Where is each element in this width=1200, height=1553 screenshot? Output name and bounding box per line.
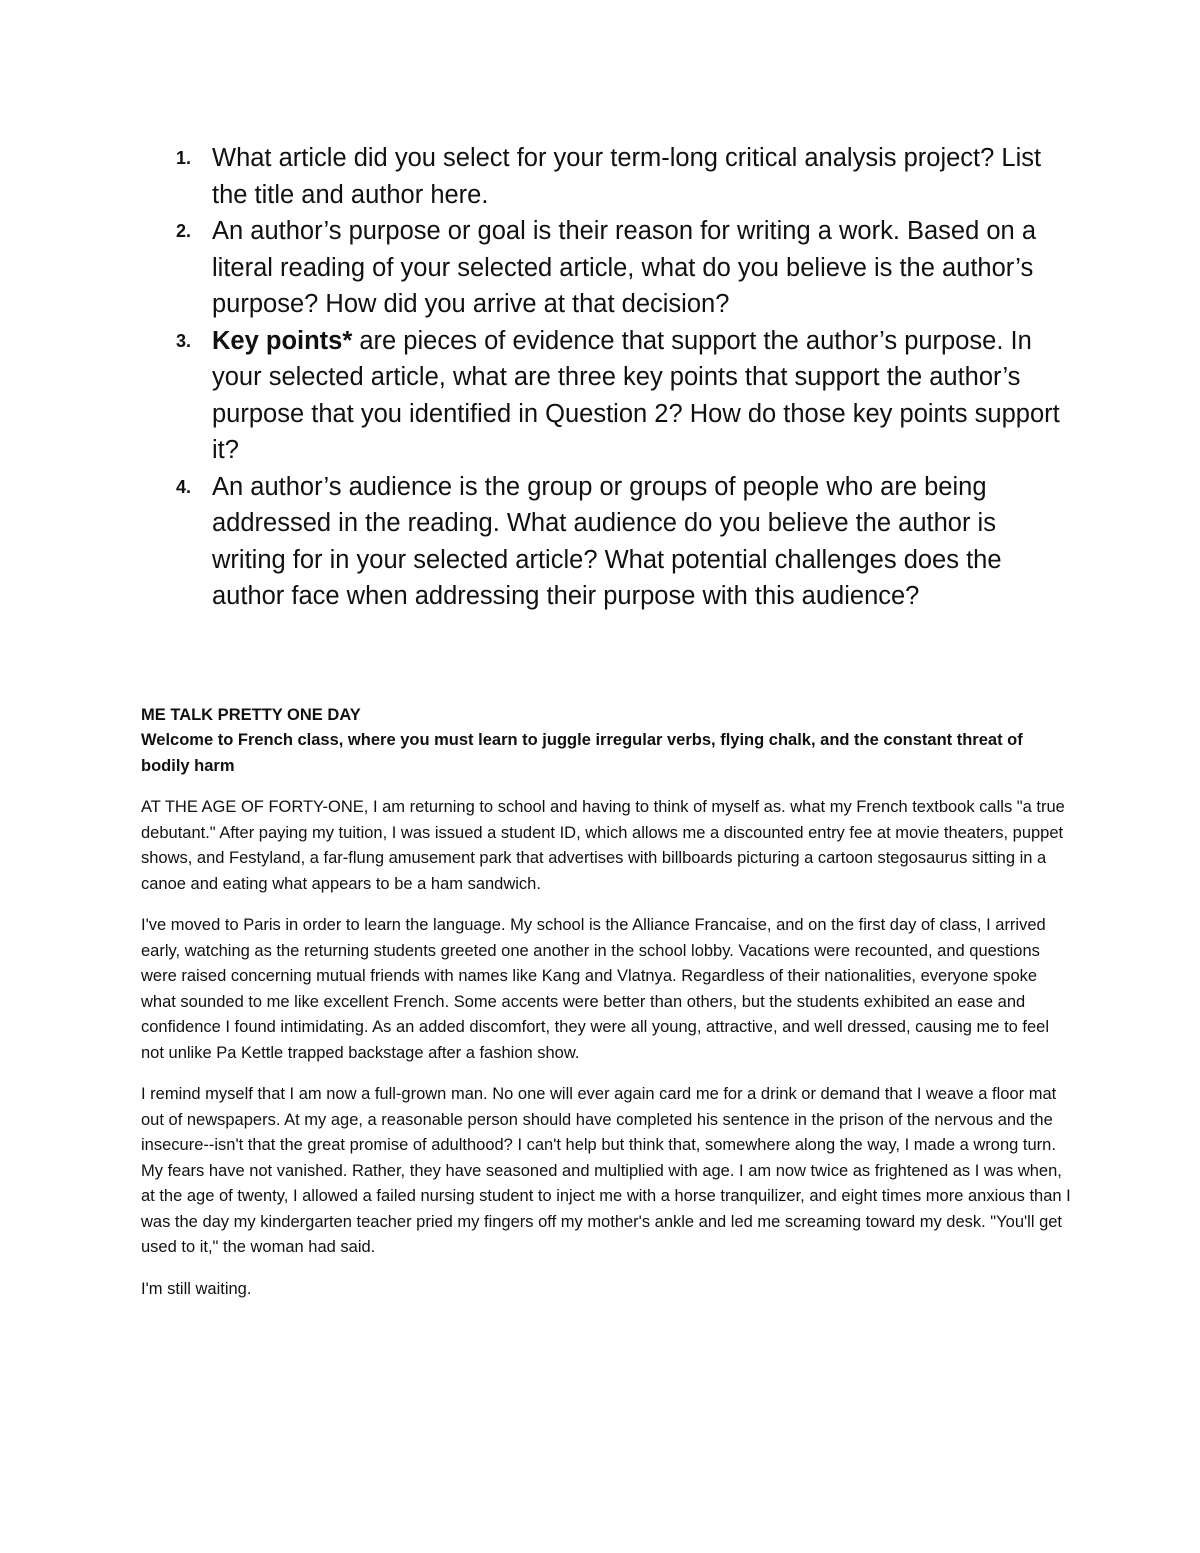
question-text: What article did you select for your term-long critical analysis project? List the title and author here.	[212, 144, 1042, 209]
question-item	[172, 469, 1072, 615]
question-text: An author’s purpose or goal is their reason for writing a work. Based on a literal reading of your selected article, what do you believe is the author’s purpose? How did you arrive at that decision?	[212, 217, 1037, 318]
question-list	[172, 140, 1072, 615]
question-item	[172, 323, 1072, 469]
question-text: An author’s audience is the group or groups of people who are being addressed in the reading. What audience do you believe the author is writing for in your selected article? What potential challenges does the author face when addressing their purpose with this audience?	[212, 472, 1002, 610]
question-number: 3.	[176, 330, 192, 351]
question-item	[172, 140, 1072, 213]
article-paragraph: AT THE AGE OF FORTY-ONE, I am returning to school and having to think of myself as. what my French textbook calls "a true debutant." After paying my tuition, I was issued a student ID, which allows me a discounted entry fee at movie theaters, puppet shows, and Festyland, a far-flung amusement park that advertises with billboards picturing a cartoon stegosaurus sitting in a canoe and eating what appears to be a ham sandwich.	[141, 798, 1065, 893]
article-paragraph: I'm still waiting.	[141, 1279, 252, 1298]
question-number: 2.	[176, 221, 192, 241]
article	[141, 703, 1071, 1318]
article-subtitle: Welcome to French class, where you must learn to juggle irregular verbs, flying chalk, and the constant threat of bodily harm	[141, 731, 1023, 775]
question-bold-text: Key points*	[212, 326, 353, 355]
question-number: 1.	[176, 148, 192, 168]
question-item	[172, 213, 1072, 323]
question-text: are pieces of evidence that support the author’s purpose. In your selected article, what are three key points that support the author’s purpose that you identified in Question 2? How do those key points support it?	[212, 326, 1060, 464]
article-title: ME TALK PRETTY ONE DAY	[141, 706, 361, 724]
question-number: 4.	[176, 476, 192, 497]
article-paragraph: I remind myself that I am now a full-grown man. No one will ever again card me for a drink or demand that I weave a floor mat out of newspapers. At my age, a reasonable person should have completed his sentence in the prison of the nervous and the insecure--isn't that the great promise of adulthood? I can't help but think that, somewhere along the way, I made a wrong turn. My fears have not vanished. Rather, they have seasoned and multiplied with age. I am now twice as frightened as I was when, at the age of twenty, I allowed a failed nursing student to inject me with a horse tranquilizer, and eight times more anxious than I was the day my kindergarten teacher pried my fingers off my mother's ankle and led me screaming toward my desk. "You'll get used to it," the woman had said.	[141, 1085, 1071, 1256]
article-paragraph: I've moved to Paris in order to learn the language. My school is the Alliance Francaise, and on the first day of class, I arrived early, watching as the returning students greeted one another in the school lobby. Vacations were recounted, and questions were raised concerning mutual friends with names like Kang and Vlatnya. Regardless of their nationalities, everyone spoke what sounded to me like excellent French. Some accents were better than others, but the students exhibited an ease and confidence I found intimidating. As an added discomfort, they were all young, attractive, and well dressed, causing me to feel not unlike Pa Kettle trapped backstage after a fashion show.	[141, 916, 1050, 1062]
